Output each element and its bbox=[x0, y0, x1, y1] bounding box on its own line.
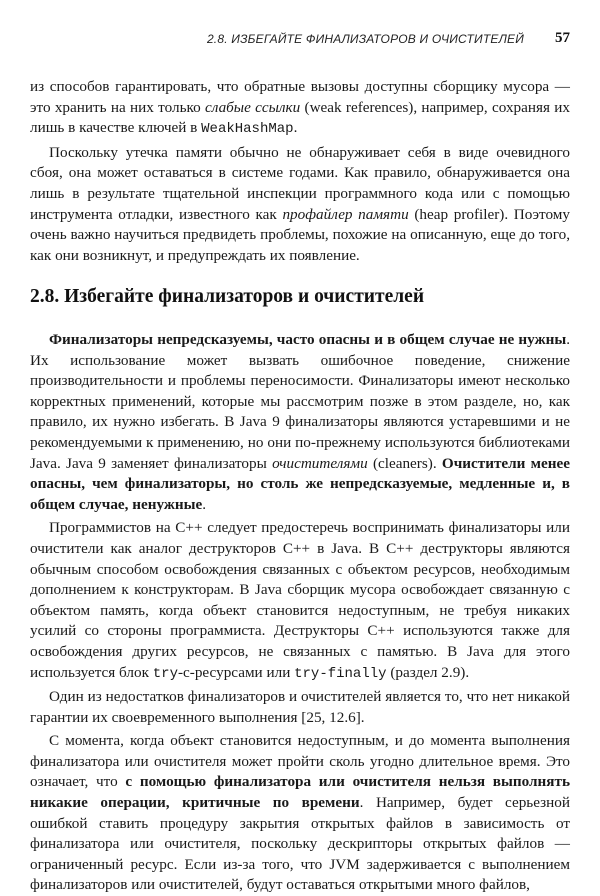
text-block-section bbox=[30, 330, 570, 896]
term-heap-profiler: профайлер памяти bbox=[282, 205, 409, 223]
term-weak-references: слабые ссылки bbox=[205, 98, 301, 116]
paragraph-no-guarantee: Один из недостатков финализаторов и очистителей является то, что нет никакой гарантии их своевременного выполнения [25, 12.6]. bbox=[30, 688, 570, 726]
code-weakhashmap: WeakHashMap bbox=[201, 121, 294, 138]
paragraph-finalizers-intro: Финализаторы непредсказуемы, часто опасны и в общем случае не нужны. Их использование может вызвать ошибочное поведение, снижение производительности и проблемы переносимости. Финализаторы имеют несколько корректных применений, которые мы рассмотрим позже в этом разделе, но, как правило, их нужно избегать. В Java 9 финализаторы являются устаревшими и не рекомендуемыми к применению, но они по-прежнему используются библиотеками Java. Java 9 заменяет финализаторы очистителями (cleaners). Очистители менее опасны, чем финализаторы, но столь же непредсказуемые, медленные и, в общем случае, ненужные. bbox=[30, 331, 570, 513]
paragraph-weak-references: из способов гарантировать, что обратные вызовы доступны сборщику мусора — это хранить на них только слабые ссылки (weak references), например, сохраняя их лишь в качестве ключей в WeakHashMap. bbox=[30, 78, 570, 138]
paragraph-time-critical: С момента, когда объект становится недоступным, и до момента выполнения финализатора или очистителя может пройти сколь угодно длительное время. Это означает, что с помощью финализатора или очистителя нельзя выполнять никакие операции, критичные по времени. Например, будет серьезной ошибкой ставить процедуру закрытия открытых файлов в зависимость от финализатора или очистителя, поскольку дескрипторы открытых файлов — ограниченный ресурс. Если из-за того, что JVM задерживается с выполнением финализаторов или очистителей, будут оставаться открытыми много файлов, bbox=[30, 732, 570, 894]
running-head bbox=[30, 32, 570, 52]
code-try-finally: try-finally bbox=[294, 665, 387, 682]
bold-time-critical: с помощью финализатора или очистителя нельзя выполнять никакие операции, критичные по времени bbox=[30, 773, 570, 812]
section-heading: 2.8. Избегайте финализаторов и очистителей bbox=[30, 286, 425, 307]
paragraph-memory-leak: Поскольку утечка памяти обычно не обнаруживает себя в виде очевидного сбоя, она может оставаться в системе годами. Как правило, обнаруживается она лишь в результате тщательной инспекции программного кода или с помощью инструмента отладки, известного как профайлер памяти (heap profiler). Поэтому очень важно научиться предвидеть проблемы, похожие на описанную, еще до того, как они возникнут, и предупреждать их появление. bbox=[30, 143, 570, 264]
bold-finalizers-unpredictable: Финализаторы непредсказуемы, часто опасны и в общем случае не нужны bbox=[49, 331, 567, 348]
text-block-top bbox=[30, 77, 570, 266]
running-head-title: 2.8. ИЗБЕГАЙТЕ ФИНАЛИЗАТОРОВ И ОЧИСТИТЕЛЕЙ bbox=[206, 32, 524, 46]
page-number: 57 bbox=[555, 30, 570, 46]
term-cleaners: очистителями bbox=[272, 454, 368, 472]
bold-cleaners-less-dangerous: Очистители менее опасны, чем финализаторы, но столь же непредсказуемые, медленные и, в общем случае, ненужные bbox=[30, 454, 570, 513]
paragraph-cpp-destructors: Программистов на C++ следует предостеречь воспринимать финализаторы или очистители как аналог деструкторов C++ в Java. В C++ деструкторы являются обычным способом освобождения связанных с объектом ресурсов, необходимым дополнением к конструкторам. В Java сборщик мусора освобождает связанную с объектом память, когда объект становится недоступным, не требуя никаких усилий со стороны программиста. Деструкторы C++ используются также для освобождения других ресурсов, не связанных с памятью. В Java для этого используется блок try-с-ресурсами или try-finally (раздел 2.9). bbox=[30, 519, 570, 682]
code-try: try bbox=[152, 665, 178, 682]
